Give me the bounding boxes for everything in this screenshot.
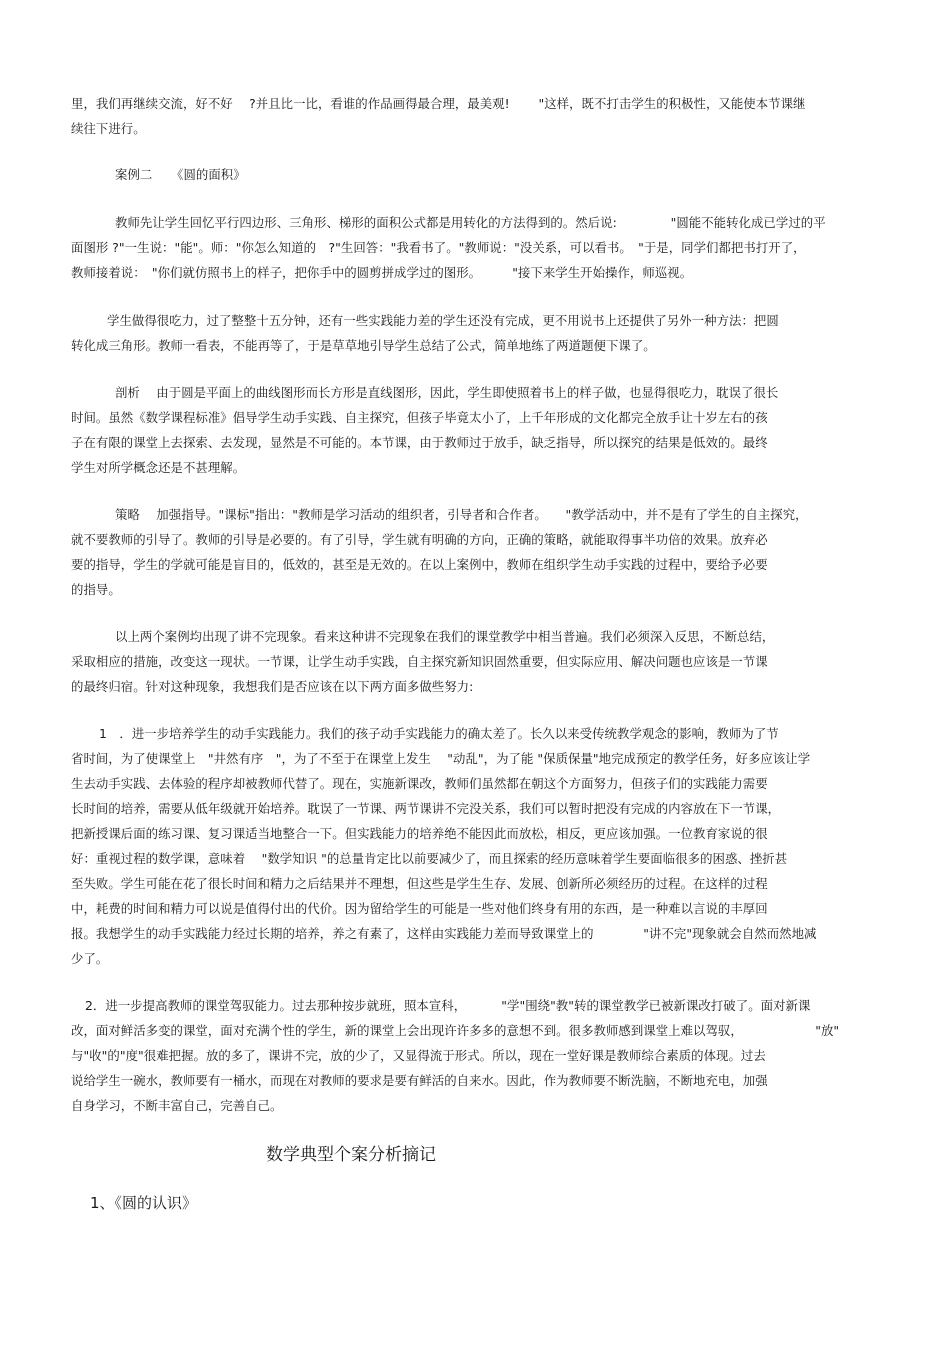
paragraph-line: 面图形 ?"一生说："能"。师："你怎么知道的 ?"生回答："我看书了。"教师说："没关系，可以看书。 "于是，同学们都把书打开了， xyxy=(71,240,806,255)
paragraph-line: 里，我们再继续交流，好不好 ?并且比一比，看谁的作品画得最合理，最美观! "这样，既不打击学生的积极性，又能使本节课继 xyxy=(71,96,806,111)
point-two-line: 说给学生一碗水，教师要有一桶水，而现在对教师的要求是要有鲜活的自来水。因此，作为教师要不断洗脑，不断地充电，加强 xyxy=(71,1073,768,1088)
paragraph-line: 续往下进行。 xyxy=(71,121,146,136)
analysis-line: 子在有限的课堂上去探索、去发现，显然是不可能的。本节课，由于教师过于放手，缺乏指导，所以探究的结果是低效的。最终 xyxy=(71,435,768,450)
point-two-line: 改，面对鲜活多变的课堂，面对充满个性的学生，新的课堂上会出现许许多多的意想不到。很多教师感到课堂上难以驾驭， "放" xyxy=(71,1023,840,1038)
point-one-line: 至失败。学生可能在花了很长时间和精力之后结果并不理想，但这些是学生生存、发展、创新所必须经历的过程。在这样的过程 xyxy=(71,876,768,891)
paragraph-line: 学生做得很吃力，过了整整十五分钟，还有一些实践能力差的学生还没有完成，更不用说书上还提供了另外一种方法：把圆 xyxy=(107,313,779,328)
analysis-line: 学生对所学概念还是不甚理解。 xyxy=(71,460,246,475)
strategy-line: 的指导。 xyxy=(71,582,121,597)
subsection-title: 1、《圆的认识》 xyxy=(90,1194,198,1212)
summary-line: 的最终归宿。针对这种现象，我想我们是否应该在以下两方面多做些努力: xyxy=(71,679,474,694)
point-two-line: 自身学习，不断丰富自己，完善自己。 xyxy=(71,1098,283,1113)
summary-line: 以上两个案例均出现了讲不完现象。看来这种讲不完现象在我们的课堂教学中相当普遍。我们必须深入反思，不断总结， xyxy=(115,629,775,644)
strategy-line: 要的指导，学生的学就可能是盲目的，低效的，甚至是无效的。在以上案例中，教师在组织学生动手实践的过程中，要给予必要 xyxy=(71,557,768,572)
strategy-line: 就不要教师的引导了。教师的引导是必要的。有了引导，学生就有明确的方向，正确的策略，就能取得事半功倍的效果。放弃必 xyxy=(71,532,768,547)
point-one-line: 省时间，为了使课堂上 "井然有序 "，为了不至于在课堂上发生 "动乱"，为了能 "保质保量"地完成预定的教学任务，好多应该让学 xyxy=(71,751,811,766)
point-two-line: 与"收"的"度"很难把握。放的多了，课讲不完，放的少了，又显得流于形式。所以，现在一堂好课是教师综合素质的体现。过去 xyxy=(71,1048,766,1063)
case-heading: 案例二 《圆的面积》 xyxy=(115,167,246,182)
point-one-line: 生去动手实践、去体验的程序却被教师代替了。现在，实施新课改，教师们虽然都在朝这个方面努力，但孩子们的实践能力需要 xyxy=(71,776,768,791)
paragraph-line: 教师先让学生回忆平行四边形、三角形、梯形的面积公式都是用转化的方法得到的。然后说: "圆能不能转化成已学过的平 xyxy=(115,215,826,230)
point-two-line: 2．进一步提高教师的课堂驾驭能力。过去那种按步就班，照本宣科， "学"围绕"教"转的课堂教学已被新课改打破了。面对新课 xyxy=(85,998,811,1013)
strategy-line: 策略 加强指导。"课标"指出："教师是学习活动的组织者，引导者和合作者。 "教学活动中，并不是有了学生的自主探究， xyxy=(115,507,808,522)
point-one-line: 中，耗费的时间和精力可以说是值得付出的代价。因为留给学生的可能是一些对他们终身有用的东西，是一种难以言说的丰厚回 xyxy=(71,901,768,916)
analysis-line: 时间。虽然《数学课程标准》倡导学生动手实践、自主探究，但孩子毕竟太小了，上千年形成的文化都完全放手让十岁左右的孩 xyxy=(71,410,768,425)
point-one-line: 长时间的培养，需要从低年级就开始培养。耽误了一节课、两节课讲不完没关系，我们可以暂时把没有完成的内容放在下一节课， xyxy=(71,801,781,816)
point-one-line: 报。我想学生的动手实践能力经过长期的培养，养之有素了，这样由实践能力差而导致课堂上的 "讲不完"现象就会自然而然地减 xyxy=(71,926,817,941)
analysis-line: 剖析 由于圆是平面上的曲线图形而长方形是直线图形，因此，学生即使照着书上的样子做，也显得很吃力，耽误了很长 xyxy=(115,385,779,400)
summary-line: 采取相应的措施，改变这一现状。一节课，让学生动手实践，自主探究新知识固然重要，但实际应用、解决问题也应该是一节课 xyxy=(71,654,768,669)
point-one-line: 好：重视过程的数学课，意味着 "数学知识 "的总量肯定比以前要减少了，而且探索的经历意味着学生要面临很多的困惑、挫折甚 xyxy=(71,851,788,866)
section-title: 数学典型个案分析摘记 xyxy=(266,1145,436,1165)
point-one-line: 1 ．进一步培养学生的动手实践能力。我们的孩子动手实践能力的确太差了。长久以来受传统教学观念的影响，教师为了节 xyxy=(99,726,779,741)
point-one-line: 少了。 xyxy=(71,951,109,966)
paragraph-line: 教师接着说： "你们就仿照书上的样子，把你手中的圆剪拼成学过的图形。 "接下来学生开始操作，师巡视。 xyxy=(71,265,693,280)
point-one-line: 把新授课后面的练习课、复习课适当地整合一下。但实践能力的培养绝不能因此而放松，相反，更应该加强。一位教育家说的很 xyxy=(71,826,768,841)
paragraph-line: 转化成三角形。教师一看表，不能再等了，于是草草地引导学生总结了公式，简单地练了两道题便下课了。 xyxy=(71,338,656,353)
